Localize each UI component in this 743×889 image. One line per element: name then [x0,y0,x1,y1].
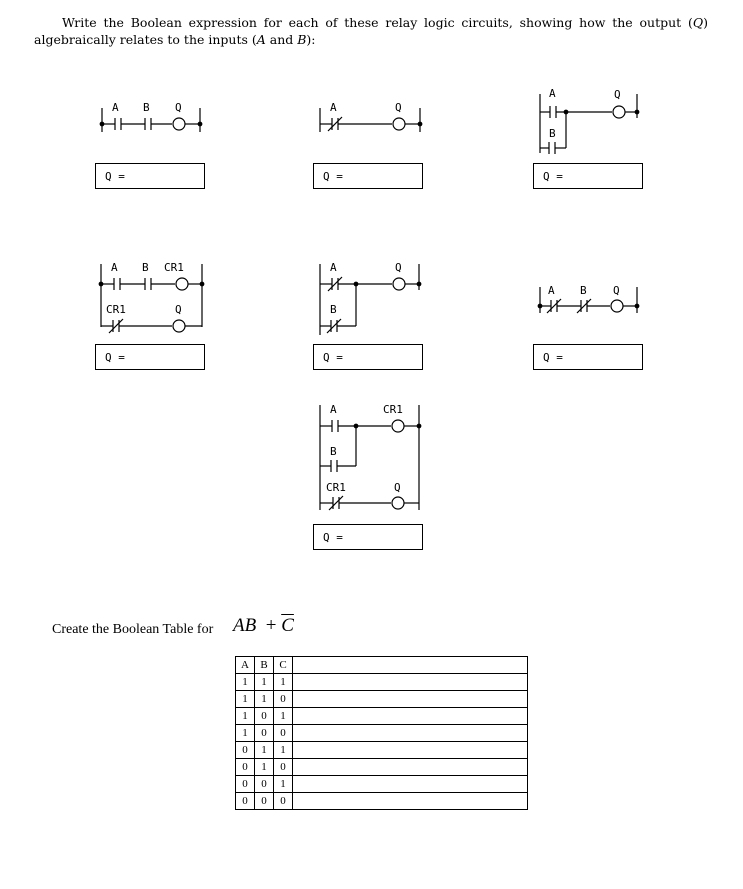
label-a: A [549,87,556,100]
cell-a: 0 [236,793,255,810]
label-a: A [330,261,337,274]
cell-b: 1 [255,691,274,708]
table-row [236,674,528,691]
coil-cr1 [176,278,188,290]
label-b: B [330,445,337,458]
label-cr1-contact: CR1 [326,481,346,494]
label-cr1: CR1 [164,261,184,274]
cell-output[interactable] [293,793,528,810]
no-contact-a [114,278,120,290]
cell-a: 1 [236,708,255,725]
cell-c: 0 [274,793,293,810]
no-contact-a [115,118,121,130]
answer-box-5[interactable]: Q = [313,344,423,370]
cell-c: 1 [274,708,293,725]
instructions: Write the Boolean expression for each of these relay logic circuits, showing how the output (Q) algebraically relates to the inputs (A and B): [34,15,708,47]
header-a: A [236,657,255,674]
label-a: A [330,101,337,114]
cell-output[interactable] [293,708,528,725]
cell-output[interactable] [293,691,528,708]
label-q: Q [613,284,620,297]
header-c: C [274,657,293,674]
circuit-7 [320,403,421,510]
label-b: B [142,261,149,274]
label-q: Q [395,101,402,114]
label-cr1-contact: CR1 [106,303,126,316]
truth-table-title: Create the Boolean Table for [52,622,214,637]
no-contact-b [331,460,337,472]
cell-c: 1 [274,674,293,691]
no-contact-a [550,106,556,118]
label-cr1-coil: CR1 [383,403,403,416]
label-a: A [112,101,119,114]
no-contact-b [145,118,151,130]
cell-b: 0 [255,793,274,810]
coil-q [613,106,625,118]
cell-c: 0 [274,691,293,708]
label-a: A [111,261,118,274]
table-row [236,742,528,759]
coil-q [392,497,404,509]
cell-a: 1 [236,691,255,708]
coil-q [393,278,405,290]
answer-box-4[interactable]: Q = [95,344,205,370]
expr-plus: + [265,615,277,636]
label-q: Q [395,261,402,274]
cell-output[interactable] [293,725,528,742]
boolean-expression [233,615,294,637]
coil-q [393,118,405,130]
cell-c: 1 [274,742,293,759]
table-row [236,725,528,742]
no-contact-b [549,142,555,154]
coil-q [611,300,623,312]
answer-box-1[interactable]: Q = [95,163,205,189]
table-row [236,759,528,776]
cell-output[interactable] [293,674,528,691]
cell-b: 1 [255,674,274,691]
cell-output[interactable] [293,776,528,793]
cell-c: 0 [274,725,293,742]
cell-c: 1 [274,776,293,793]
label-q: Q [614,88,621,101]
cell-b: 0 [255,708,274,725]
no-contact-b [145,278,151,290]
expr-c-not: $\overline{C}$ [281,615,294,636]
label-b: B [330,303,337,316]
coil-q [173,320,185,332]
coil-q [173,118,185,130]
answer-box-7[interactable]: Q = [313,524,423,550]
table-row [236,708,528,725]
circuit-2 [320,101,422,132]
cell-a: 0 [236,742,255,759]
cell-a: 0 [236,759,255,776]
label-q: Q [175,303,182,316]
answer-box-6[interactable]: Q = [533,344,643,370]
circuit-6 [538,284,639,313]
expr-ab: AB [233,615,257,636]
table-row [236,691,528,708]
label-q: Q [175,101,182,114]
header-b: B [255,657,274,674]
circuit-4 [99,261,204,333]
label-a: A [548,284,555,297]
cell-output[interactable] [293,742,528,759]
cell-output[interactable] [293,759,528,776]
cell-b: 1 [255,759,274,776]
table-row [236,793,528,810]
circuit-1 [100,101,202,132]
no-contact-a [332,420,338,432]
label-b: B [143,101,150,114]
answer-box-3[interactable]: Q = [533,163,643,189]
label-b: B [580,284,587,297]
table-row [236,776,528,793]
header-output [293,657,528,674]
cell-b: 0 [255,725,274,742]
cell-a: 1 [236,725,255,742]
answer-box-2[interactable]: Q = [313,163,423,189]
truth-table [235,656,528,810]
circuit-5 [320,261,421,335]
cell-c: 0 [274,759,293,776]
table-header-row [236,657,528,674]
cell-a: 1 [236,674,255,691]
circuit-3 [540,87,639,154]
cell-a: 0 [236,776,255,793]
label-a: A [330,403,337,416]
label-q: Q [394,481,401,494]
cell-b: 0 [255,776,274,793]
label-b: B [549,127,556,140]
coil-cr1 [392,420,404,432]
cell-b: 1 [255,742,274,759]
